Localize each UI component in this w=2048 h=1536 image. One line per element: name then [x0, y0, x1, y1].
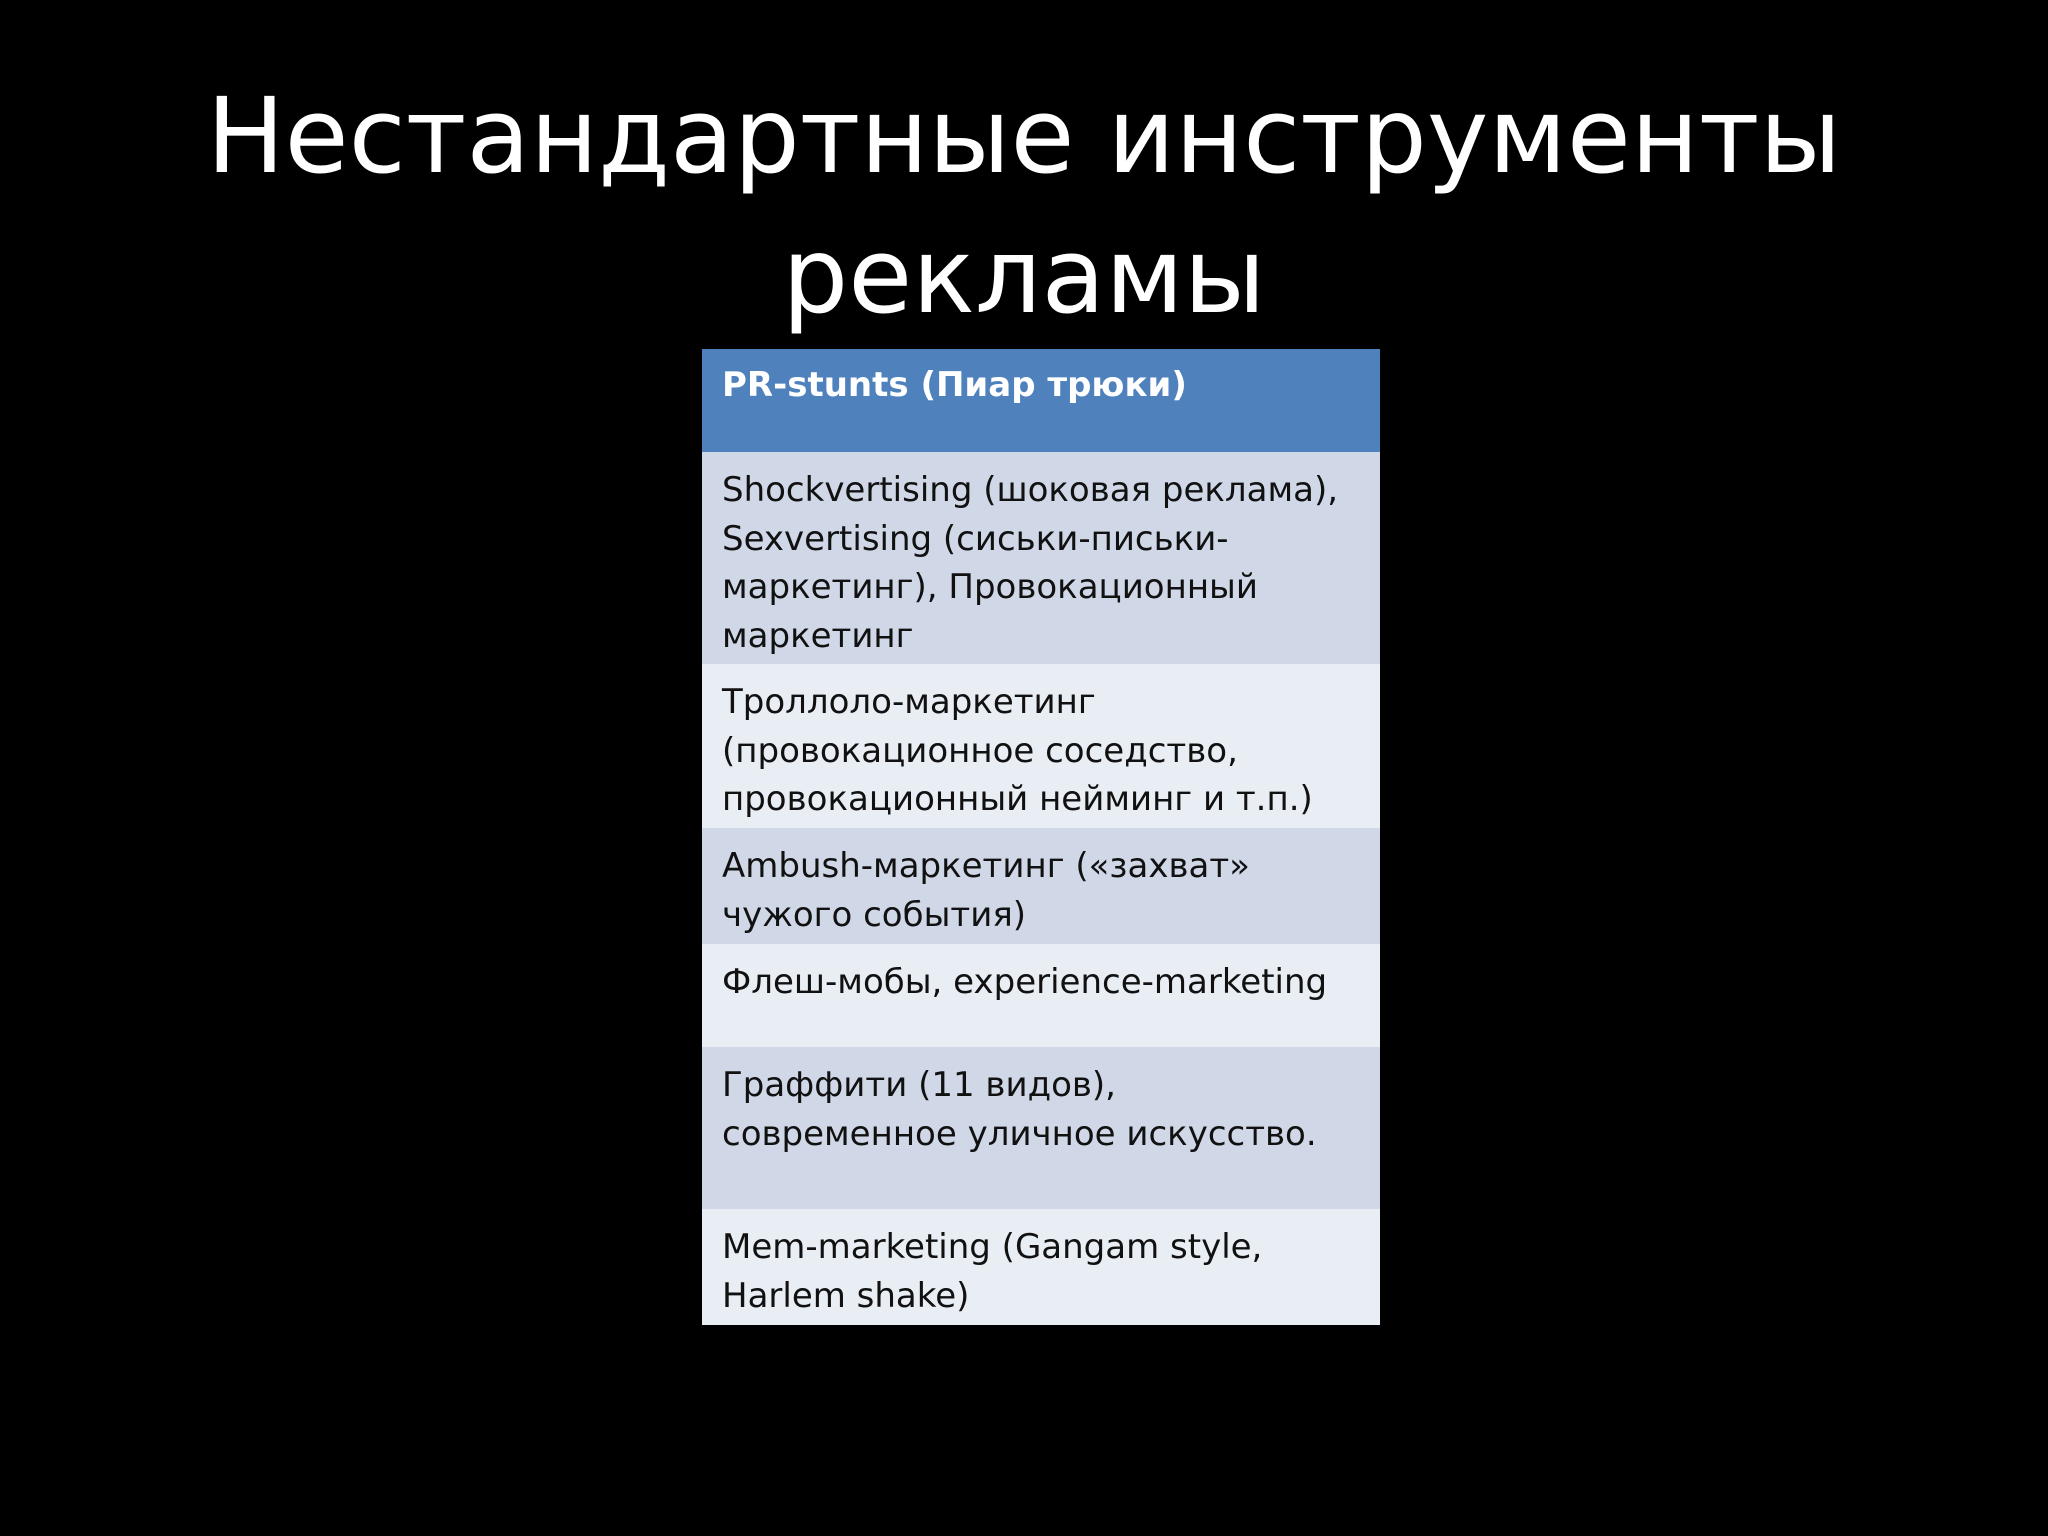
- table-header: PR-stunts (Пиар трюки): [702, 349, 1380, 452]
- content-table: [702, 349, 1380, 1325]
- table-row: Граффити (11 видов), современное уличное искусство.: [702, 1047, 1380, 1209]
- table-row: Ambush-маркетинг («захват» чужого события): [702, 828, 1380, 944]
- slide-title: Нестандартные инструменты рекламы: [206, 75, 1842, 337]
- table-row: Флеш-мобы, experience-marketing: [702, 944, 1380, 1047]
- table-row: Троллоло-маркетинг (провокационное соседство, провокационный нейминг и т.п.): [702, 664, 1380, 828]
- table-row: Mem-marketing (Gangam style, Harlem shake): [702, 1209, 1380, 1325]
- table-row: Shockvertising (шоковая реклама), Sexvertising (сиськи-письки-маркетинг), Провокационный маркетинг: [702, 452, 1380, 664]
